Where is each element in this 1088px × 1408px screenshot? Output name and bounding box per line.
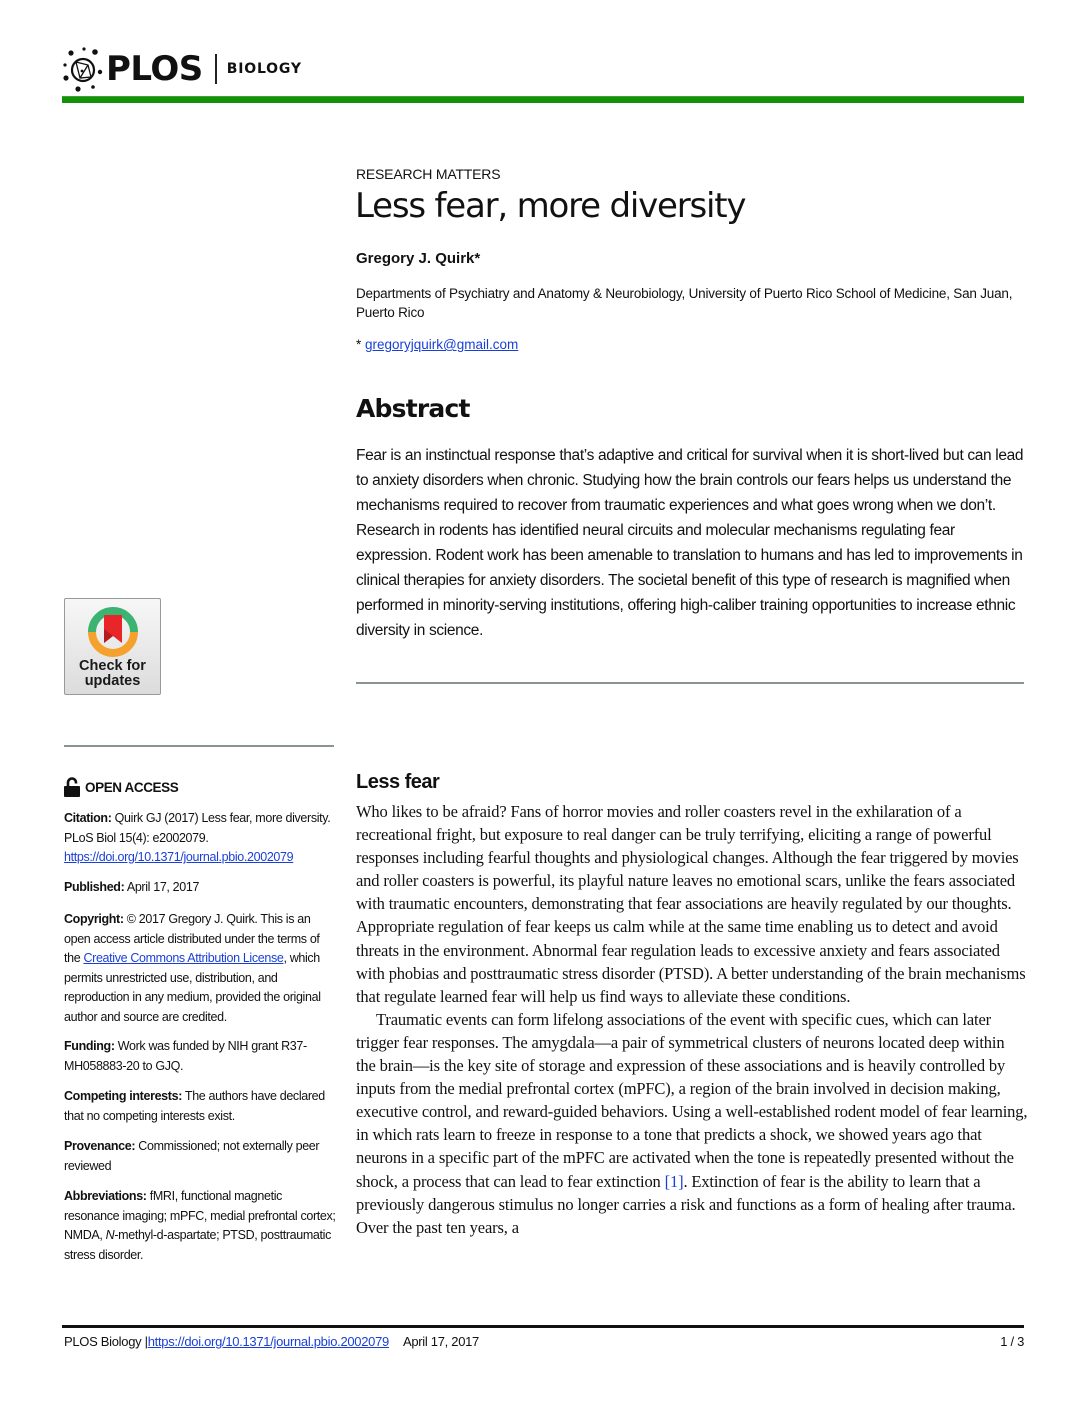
journal-header (62, 44, 302, 94)
article-type-label: RESEARCH MATTERS (356, 166, 501, 182)
abstract-divider (356, 682, 1024, 684)
author-name: Gregory J. Quirk* (356, 250, 481, 267)
competing-interests-block (64, 1087, 336, 1126)
copyright-text-end: , which permits unrestricted use, distribution, and reproduction in any medium, provided the original author and source are credited. (64, 951, 321, 1024)
sidebar-divider (64, 745, 334, 747)
abbreviations-block (64, 1187, 336, 1265)
plos-logo-icon (62, 45, 104, 93)
copyright-text: © 2017 Gregory J. Quirk. This is an open access article distributed under the terms of the (64, 912, 320, 965)
journal-name: BIOLOGY (226, 61, 302, 77)
reference-link-1[interactable]: [1] (664, 1171, 684, 1191)
check-for-updates-label: Check for updates (79, 658, 146, 689)
body-paragraph-2 (356, 1008, 1028, 1239)
copyright-label: Copyright: (64, 912, 124, 926)
paragraph-2-text-end: . Extinction of fear is the ability to learn that a previously dangerous stimulus no longer carries a risk and functions as a form of healing after trauma. Over the past ten years, a (356, 1171, 1016, 1237)
funding-label: Funding: (64, 1039, 115, 1053)
funding-text: Work was funded by NIH grant R37-MH058883-20 to GJQ. (64, 1039, 307, 1073)
citation-label: Citation: (64, 811, 112, 825)
abstract-heading: Abstract (356, 394, 470, 423)
page-footer (64, 1334, 1024, 1349)
body-paragraph-1: Who likes to be afraid? Fans of horror movies and roller coasters revel in the exhilaration of a recreational fright, but exposure to real danger can be truly terrifying, eliciting a range of powerful responses including fearful thoughts and physiological changes. Although the fear triggered by movies and roller coasters is powerful, its playful nature leaves no emotional scars, unlike the fears associated with traumatic encounters, demonstrating that fear associations are heavily regulated by our thoughts. Appropriate regulation of fear keeps us calm while at the same time enabling us to detect and avoid threats in the environment. Abnormal fear regulation leads to excessive anxiety and fears associated with phobias and posttraumatic stress disorder (PTSD). A better understanding of the brain mechanisms that regulate learned fear will help us find ways to alleviate these conditions. (356, 802, 1026, 1006)
paragraph-2-text: Traumatic events can form lifelong associations of the event with specific cues, which can later trigger fear responses. The amygdala—a pair of symmetrical clusters of neurons located deep within the brain—is the key site of storage and expression of these associations and is heavily controlled by inputs from the medial prefrontal cortex (mPFC), a region of the brain involved in decision making, executive control, and reward-guided behaviors. Using a well-established rodent model of fear learning, in which rats learn to freeze in response to a tone that predicts a shock, we showed years ago that neurons in a specific part of the mPFC are activated when the tone is repeatedly presented without the shock, a process that can lead to fear extinction (356, 1009, 1028, 1191)
footer-divider (62, 1325, 1024, 1328)
author-affiliation: Departments of Psychiatry and Anatomy & Neurobiology, University of Puerto Rico School of Medicine, San Juan, Puerto Rico (356, 286, 1013, 320)
copyright-block (64, 910, 336, 1027)
page-number: 1 / 3 (1000, 1334, 1024, 1349)
header-accent-bar (62, 96, 1024, 103)
provenance-label: Provenance: (64, 1139, 136, 1153)
competing-interests-label: Competing interests: (64, 1089, 183, 1103)
funding-block (64, 1037, 336, 1076)
citation-block (64, 809, 336, 868)
abbreviations-text: fMRI, functional magnetic resonance imaging; mPFC, medial prefrontal cortex; NMDA, (64, 1189, 336, 1242)
plos-logo-text: PLOS (106, 49, 203, 89)
published-label: Published: (64, 880, 125, 894)
article-title: Less fear, more diversity (355, 186, 746, 226)
logo-divider (215, 54, 217, 84)
footer-doi-link[interactable]: https://doi.org/10.1371/journal.pbio.2002079 (147, 1334, 389, 1349)
check-for-updates-button[interactable] (64, 598, 161, 695)
citation-text: Quirk GJ (2017) Less fear, more diversity. PLoS Biol 15(4): e2002079. (64, 811, 331, 845)
crossmark-icon (88, 607, 138, 657)
open-access-badge (64, 777, 178, 797)
email-link[interactable]: gregoryjquirk@gmail.com (365, 337, 519, 352)
abbreviations-italic: N (105, 1228, 115, 1242)
section-heading-less-fear: Less fear (356, 771, 440, 793)
abstract-text: Fear is an instinctual response that’s adaptive and critical for survival when it is short-lived but can lead to anxiety disorders when chronic. Studying how the brain controls our fears helps us understand the mechanisms required to recover from traumatic experiences and what goes wrong when we don’t. Research in rodents has identified neural circuits and molecular mechanisms regulating fear expression. Rodent work has been amenable to translation to humans and has led to improvements in clinical therapies for anxiety disorders. The societal benefit of this type of research is magnified when performed in minority-serving institutions, offering high-caliber training opportunities to increase ethnic diversity in science. (356, 447, 1024, 639)
open-access-label: OPEN ACCESS (85, 779, 179, 795)
abbreviations-label: Abbreviations: (64, 1189, 147, 1203)
published-block (64, 878, 336, 898)
competing-interests-text: The authors have declared that no competing interests exist. (64, 1089, 325, 1123)
citation-doi-link[interactable]: https://doi.org/10.1371/journal.pbio.2002079 (64, 850, 294, 864)
body-text (356, 800, 1028, 1239)
provenance-block (64, 1137, 336, 1176)
open-lock-icon (64, 777, 80, 797)
footer-journal: PLOS Biology | (64, 1334, 148, 1349)
abbreviations-text-end: -methyl-d-aspartate; PTSD, posttraumatic stress disorder. (64, 1228, 331, 1262)
footer-date: April 17, 2017 (402, 1334, 479, 1349)
provenance-text: Commissioned; not externally peer reviewed (64, 1139, 320, 1173)
license-link[interactable]: Creative Commons Attribution License (83, 951, 284, 965)
corresponding-email-line (356, 337, 518, 352)
published-date: April 17, 2017 (124, 880, 200, 894)
email-asterisk: * (356, 337, 366, 352)
